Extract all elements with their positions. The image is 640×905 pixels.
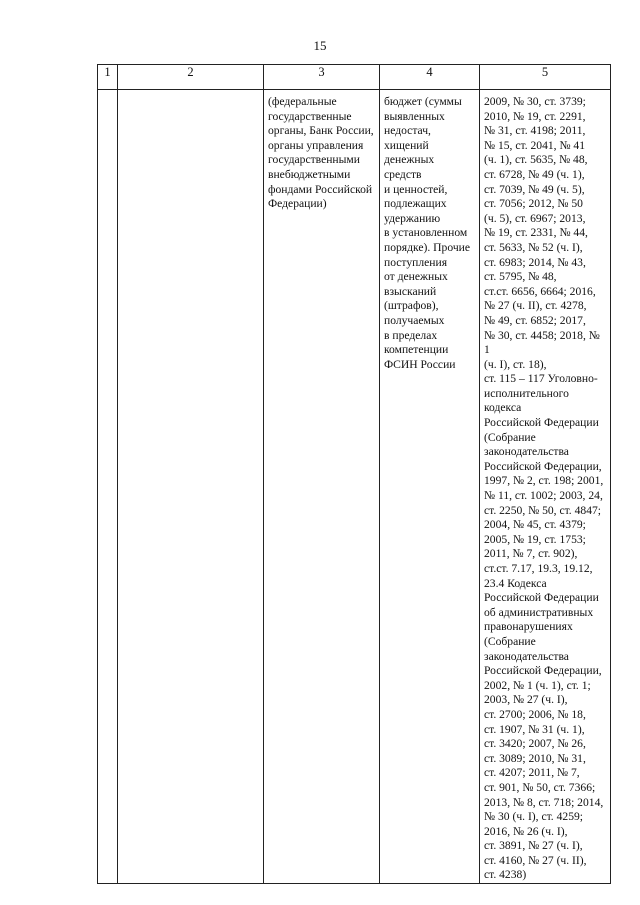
cell-col2-text: [118, 90, 263, 95]
cell-col2: [118, 90, 264, 884]
column-header-1: 1: [98, 65, 118, 90]
cell-col3: [264, 90, 380, 884]
table-header-row: [98, 65, 611, 90]
cell-col4: [380, 90, 480, 884]
column-header-2: 2: [118, 65, 264, 90]
cell-col4-text: бюджет (суммы выявленных недостач, хищений денежных средств и ценностей, подлежащих удержанию в установленном порядке). Прочие поступления от денежных взысканий (штрафов), получаемых в пределах компетенции ФСИН России: [384, 95, 471, 371]
column-header-5: 5: [480, 65, 611, 90]
cell-col3-text: (федеральные государственные органы, Банк России, органы управления государственными внебюджетными фондами Российской Федерации): [268, 95, 374, 211]
column-header-4: 4: [380, 65, 480, 90]
cell-col5-text: 2009, № 30, ст. 3739; 2010, № 19, ст. 2291, № 31, ст. 4198; 2011, № 15, ст. 2041, № 41 (ч. 1), ст. 5635, № 48, ст. 6728, № 49 (ч. 1), ст. 7039, № 49 (ч. 5), ст. 7056; 2012, № 50 (ч. 5), ст. 6967; 2013, № 19, ст. 2331, № 44, ст. 5633, № 52 (ч. I), ст. 6983; 2014, № 43, ст. 5795, № 48, ст.ст. 6656, 6664; 2016, № 27 (ч. II), ст. 4278, № 49, ст. 6852; 2017, № 30, ст. 4458; 2018, № 1 (ч. I), ст. 18), ст. 115 – 117 Уголовно- исполнительного кодекса Российской Федерации (Собрание законодательства Российской Федерации, 1997, № 2, ст. 198; 2001, № 11, ст. 1002; 2003, 24, ст. 2250, № 50, ст. 4847; 2004, № 45, ст. 4379; 2005, № 19, ст. 1753; 2011, № 7, ст. 902), ст.ст. 7.17, 19.3, 19.12, 23.4 Кодекса Российской Федерации об административных правонарушениях (Собрание законодательства Российской Федерации, 2002, № 1 (ч. 1), ст. 1; 2003, № 27 (ч. I), ст. 2700; 2006, № 18, ст. 1907, № 31 (ч. 1), ст. 3420; 2007, № 26, ст. 3089; 2010, № 31, ст. 4207; 2011, № 7, ст. 901, № 50, ст. 7366; 2013, № 8, ст. 718; 2014, № 30 (ч. I), ст. 4259; 2016, № 26 (ч. I), ст. 3891, № 27 (ч. I), ст. 4160, № 27 (ч. II), ст. 4238): [484, 95, 604, 882]
page-number: 15: [313, 38, 327, 53]
document-table: [97, 64, 611, 884]
cell-col1-text: [98, 90, 117, 95]
cell-col1: [98, 90, 118, 884]
table-row: [98, 90, 611, 884]
cell-col5: [480, 90, 611, 884]
column-header-3: 3: [264, 65, 380, 90]
